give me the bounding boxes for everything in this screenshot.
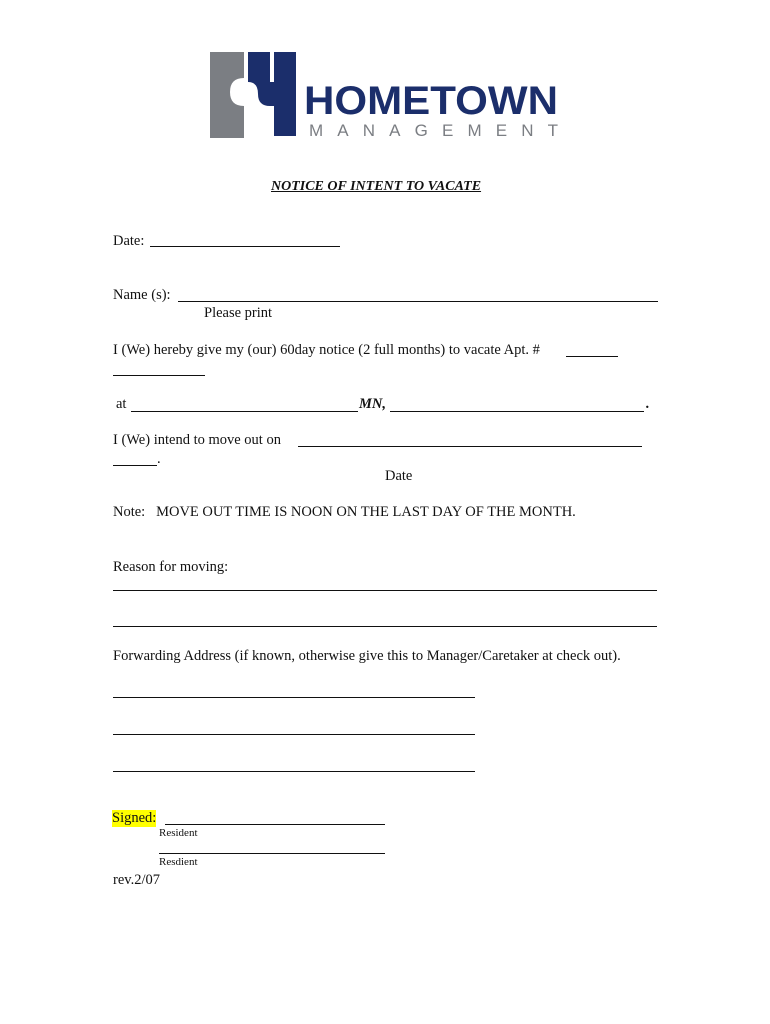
move-out-date-field[interactable] — [298, 446, 642, 447]
forwarding-address-line-3[interactable] — [113, 771, 475, 772]
resident-caption-2: Resdient — [159, 856, 198, 868]
forwarding-address-line-2[interactable] — [113, 734, 475, 735]
state-label: MN, — [359, 396, 386, 412]
reason-label: Reason for moving: — [113, 559, 229, 575]
move-out-date-field-continued[interactable] — [113, 465, 157, 466]
revision-label: rev.2/07 — [113, 872, 160, 888]
resident-caption-1: Resident — [159, 827, 198, 839]
period: . — [646, 396, 650, 412]
please-print-caption: Please print — [204, 305, 273, 321]
move-out-period: . — [157, 451, 161, 467]
apt-number-field-continued[interactable] — [113, 375, 205, 376]
reason-field-line-2[interactable] — [113, 626, 657, 627]
street-address-field[interactable] — [131, 411, 358, 412]
resident-signature-1[interactable] — [165, 824, 385, 825]
logo-wordmark: HOMETOWN — [304, 79, 558, 123]
notice-text: I (We) hereby give my (our) 60day notice (2 full months) to vacate Apt. # — [113, 342, 540, 358]
date-label: Date: — [113, 233, 145, 249]
form-title: NOTICE OF INTENT TO VACATE — [271, 179, 482, 194]
date-caption: Date — [385, 468, 413, 484]
signed-label: Signed: — [112, 810, 157, 826]
name-field[interactable] — [178, 301, 658, 302]
apt-number-field[interactable] — [566, 356, 618, 357]
logo-subtitle: MANAGEMENT — [309, 121, 558, 140]
at-label: at — [116, 396, 127, 412]
move-out-time-note: Note: MOVE OUT TIME IS NOON ON THE LAST DAY OF THE MONTH. — [113, 504, 576, 520]
hometown-management-logo — [208, 48, 568, 140]
reason-field-line-1[interactable] — [113, 590, 657, 591]
resident-signature-2[interactable] — [159, 853, 385, 854]
name-label: Name (s): — [113, 287, 171, 303]
zip-field[interactable] — [390, 411, 644, 412]
move-out-text: I (We) intend to move out on — [113, 432, 281, 448]
date-field[interactable] — [150, 246, 340, 247]
forwarding-address-line-1[interactable] — [113, 697, 475, 698]
forwarding-address-label: Forwarding Address (if known, otherwise give this to Manager/Caretaker at check out). — [113, 648, 621, 664]
